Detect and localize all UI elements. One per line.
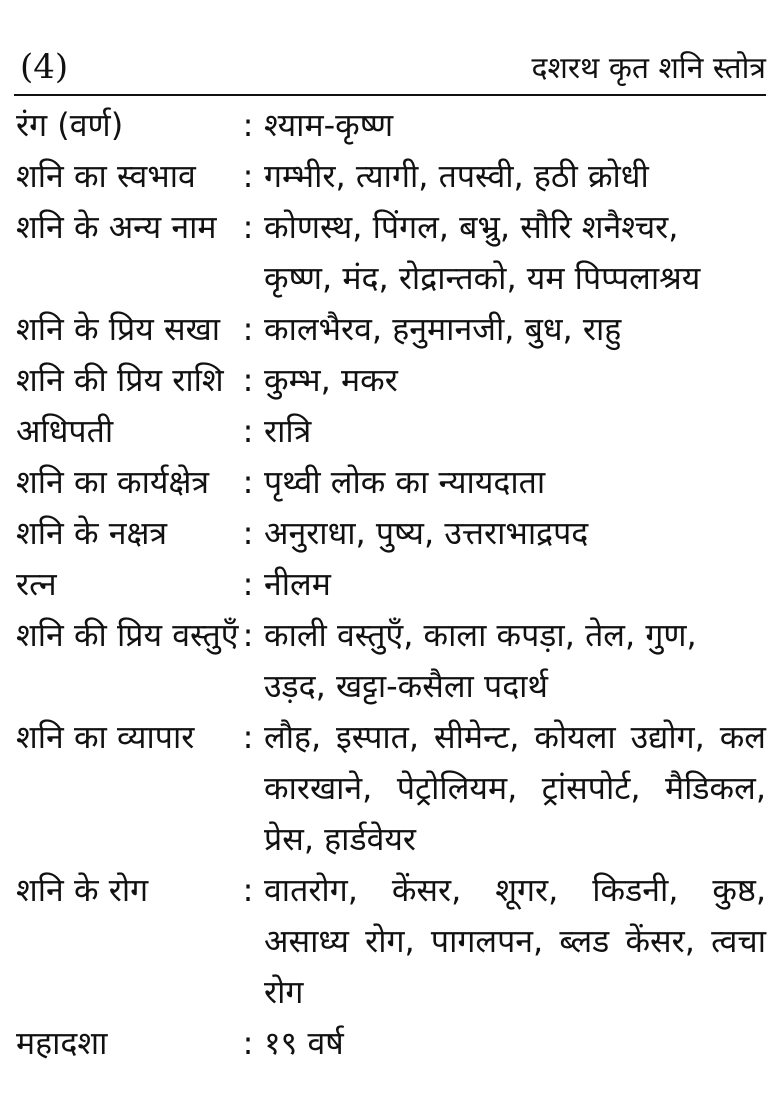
attribute-value (258, 559, 766, 610)
attribute-label: शनि की प्रिय राशि (16, 361, 224, 399)
attribute-label: शनि के रोग (16, 871, 149, 909)
attribute-label: शनि के नक्षत्र (16, 514, 168, 552)
colon-separator: : (242, 106, 254, 144)
colon-separator: : (242, 412, 254, 450)
attribute-value-line: गम्भीर, त्यागी, तपस्वी, हठी क्रोधी (264, 157, 649, 195)
colon-separator: : (242, 157, 254, 195)
attribute-value-line: उड़द, खट्टा-कसैला पदार्थ (264, 667, 548, 705)
attribute-value-line: कारखाने, पेट्रोलियम, ट्रांसपोर्ट, मैडिकल, (264, 769, 766, 807)
attribute-value (258, 304, 766, 355)
colon-separator: : (242, 361, 254, 399)
attribute-label: शनि के अन्य नाम (16, 208, 217, 246)
colon-separator: : (242, 208, 254, 246)
attribute-value (258, 355, 766, 406)
attribute-row (16, 1018, 766, 1069)
attribute-value (258, 151, 766, 202)
page-header (14, 44, 766, 96)
attribute-value-line: नीलम (264, 565, 331, 603)
attribute-label: रत्न (16, 565, 57, 603)
attribute-value-line: १९ वर्ष (264, 1024, 344, 1062)
attribute-row (16, 508, 766, 559)
attribute-row (16, 151, 766, 202)
colon-separator: : (242, 310, 254, 348)
attribute-value (258, 865, 766, 1018)
attribute-row (16, 406, 766, 457)
attribute-label: शनि के प्रिय सखा (16, 310, 221, 348)
attribute-value-line: कुम्भ, मकर (264, 361, 398, 399)
attribute-value-line: रात्रि (264, 412, 312, 450)
attribute-label: शनि की प्रिय वस्तुएँ (16, 616, 239, 654)
attribute-value-line: लौह, इस्पात, सीमेन्ट, कोयला उद्योग, कल (264, 718, 766, 756)
attribute-row (16, 202, 766, 304)
colon-separator: : (242, 565, 254, 603)
attribute-value (258, 712, 766, 865)
attribute-value (258, 202, 766, 304)
attribute-row (16, 559, 766, 610)
attribute-value (258, 100, 766, 151)
attribute-label: शनि का कार्यक्षेत्र (16, 463, 210, 501)
attribute-row (16, 610, 766, 712)
attribute-value-line: काली वस्तुएँ, काला कपड़ा, तेल, गुण, (264, 616, 697, 654)
colon-separator: : (242, 514, 254, 552)
attribute-value-line: पृथ्वी लोक का न्यायदाता (264, 463, 546, 501)
attribute-row (16, 457, 766, 508)
colon-separator: : (242, 871, 254, 909)
attribute-label: अधिपती (16, 412, 114, 450)
attribute-value-line: श्याम-कृष्ण (264, 106, 394, 144)
attribute-label: शनि का व्यापार (16, 718, 195, 756)
attribute-label: रंग (वर्ण) (16, 106, 124, 144)
attribute-row (16, 304, 766, 355)
attribute-value-line: कृष्ण, मंद, रोद्रान्तको, यम पिप्पलाश्रय (264, 259, 701, 297)
attribute-value (258, 457, 766, 508)
attribute-value-line: कालभैरव, हनुमानजी, बुध, राहु (264, 310, 622, 348)
attribute-list (16, 100, 766, 1069)
attribute-value-line: असाध्य रोग, पागलपन, ब्लड केंसर, त्वचा (264, 922, 766, 960)
attribute-row (16, 865, 766, 1018)
attribute-label: शनि का स्वभाव (16, 157, 196, 195)
attribute-value (258, 1018, 766, 1069)
attribute-value (258, 508, 766, 559)
attribute-value (258, 406, 766, 457)
attribute-value-line: कोणस्थ, पिंगल, बभ्रु, सौरि शनैश्चर, (264, 208, 679, 246)
attribute-value-line: वातरोग, केंसर, शूगर, किडनी, कुष्ठ, (264, 871, 766, 909)
attribute-label: महादशा (16, 1024, 108, 1062)
attribute-value-line: रोग (264, 973, 304, 1011)
attribute-value (258, 610, 766, 712)
colon-separator: : (242, 616, 254, 654)
attribute-row (16, 355, 766, 406)
page-number: (4) (20, 47, 69, 87)
attribute-value-line: अनुराधा, पुष्य, उत्तराभाद्रपद (264, 514, 589, 552)
attribute-value-line: प्रेस, हार्डवेयर (264, 820, 417, 858)
running-title: दशरथ कृत शनि स्तोत्र (531, 51, 766, 86)
attribute-row (16, 712, 766, 865)
colon-separator: : (242, 463, 254, 501)
attribute-row (16, 100, 766, 151)
colon-separator: : (242, 718, 254, 756)
colon-separator: : (242, 1024, 254, 1062)
